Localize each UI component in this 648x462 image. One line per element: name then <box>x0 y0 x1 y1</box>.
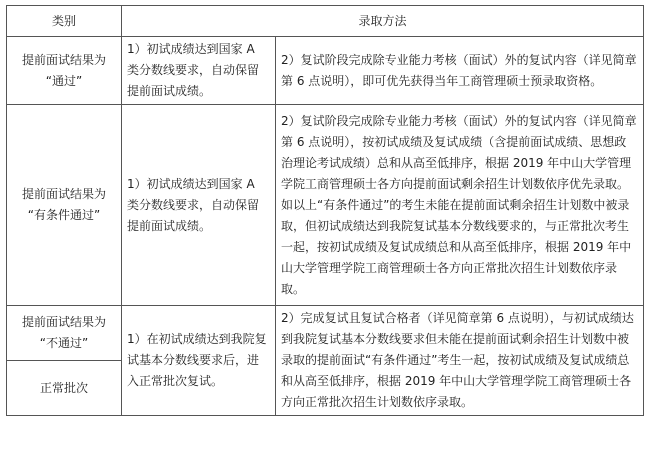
category-result: “不通过” <box>39 336 89 350</box>
condition-cell: 1）在初试成绩达到我院复试基本分数线要求后，进入正常批次复试。 <box>122 306 276 416</box>
admission-method-table <box>6 5 644 416</box>
table-row <box>7 306 644 361</box>
category-label: 提前面试结果为 <box>21 315 106 329</box>
category-cell <box>7 105 122 306</box>
category-result: “有条件通过” <box>27 208 101 222</box>
category-label: 提前面试结果为 <box>21 187 106 201</box>
table-header-row <box>7 6 644 37</box>
table-row <box>7 105 644 306</box>
method-cell: 2）复试阶段完成除专业能力考核（面试）外的复试内容（详见简章第 6 点说明），即可优先获得当年工商管理硕士预录取资格。 <box>276 37 644 105</box>
method-cell: 2）复试阶段完成除专业能力考核（面试）外的复试内容（详见简章第 6 点说明），按初试成绩及复试成绩（含提前面试成绩、思想政治理论考试成绩）总和从高至低排序，根据 2019 年中山大学管理学院工商管理硕士各方向提前面试剩余招生计划数依序优先录取。如以上“有条件通过”的考生未能在提前面试剩余招生计划数中被录取，但初试成绩达到我院复试基本分数线要求的，与正常批次考生一起，按初试成绩及复试成绩总和从高至低排序，根据 2019 年中山大学管理学院工商管理硕士各方向正常批次招生计划数依序录取。 <box>276 105 644 306</box>
header-method: 录取方法 <box>122 6 644 37</box>
category-cell <box>7 37 122 105</box>
table-row <box>7 37 644 105</box>
category-cell-normal-batch: 正常批次 <box>7 361 122 416</box>
condition-cell: 1）初试成绩达到国家 A 类分数线要求，自动保留提前面试成绩。 <box>122 37 276 105</box>
category-label: 提前面试结果为 <box>21 52 106 67</box>
category-cell <box>7 306 122 361</box>
header-category: 类别 <box>7 6 122 37</box>
method-cell: 2）完成复试且复试合格者（详见简章第 6 点说明），与初试成绩达到我院复试基本分数线要求但未能在提前面试剩余招生计划数中被录取的提前面试“有条件通过”考生一起，按初试成绩及复试成绩总和从高至低排序，根据 2019 年中山大学管理学院工商管理硕士各方向正常批次招生计划数依序录取。 <box>276 306 644 416</box>
condition-cell: 1）初试成绩达到国家 A 类分数线要求，自动保留提前面试成绩。 <box>122 105 276 306</box>
category-result: “通过” <box>45 73 83 88</box>
